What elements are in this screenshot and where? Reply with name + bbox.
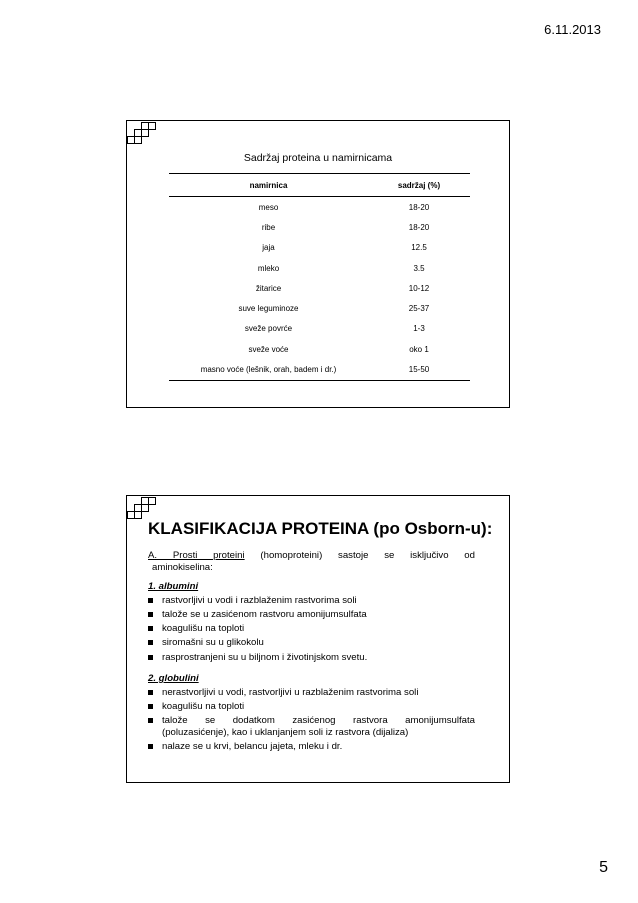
food-cell: meso [258, 202, 279, 212]
section-heading-albumini: 1. albumini [148, 581, 199, 593]
slide-protein-classification [126, 495, 510, 783]
slide-protein-content [126, 120, 510, 408]
table-title: Sadržaj proteina u namirnicama [243, 152, 393, 164]
table-row [169, 238, 470, 258]
food-cell: sveže povrće [244, 324, 293, 334]
list-item-line: (poluzasićenje), kao i uklanjanjem soli iz rastvora (dijaliza) [162, 726, 409, 738]
list-item: rastvorljivi u vodi i razblaženim rastvorima soli [148, 595, 475, 607]
list-item: koagulišu na toploti [148, 701, 475, 713]
food-cell: ribe [261, 222, 276, 232]
protein-content-table [169, 173, 470, 381]
intro-text: (homoproteini) sastoje se isključivo od [244, 550, 475, 561]
globulini-list [148, 687, 475, 753]
list-item: talože se u zasićenom rastvoru amonijumsulfata [148, 609, 475, 621]
list-item: rasprostranjeni su u biljnom i životinjskom svetu. [148, 652, 475, 664]
table-row [169, 319, 470, 339]
table-row [169, 298, 470, 318]
content-cell: 3.5 [413, 263, 425, 273]
food-cell: mleko [257, 263, 280, 273]
intro-line [148, 550, 475, 562]
table-row [169, 359, 470, 380]
page-date: 6.11.2013 [544, 22, 601, 37]
list-item: nalaze se u krvi, belancu jajeta, mleku i dr. [148, 741, 475, 753]
slide-body [148, 550, 475, 755]
list-item: nerastvorljivi u vodi, rastvorljivi u razblaženim rastvorima soli [148, 687, 475, 699]
table-header-row [169, 174, 470, 197]
food-cell: suve leguminoze [238, 304, 299, 314]
list-item: siromašni su u glikokolu [148, 637, 475, 649]
content-cell: 18-20 [408, 202, 430, 212]
intro-continuation: aminokiselina: [152, 561, 213, 573]
table-row [169, 258, 470, 278]
content-cell: 12.5 [411, 243, 427, 253]
section-heading-globulini: 2. globulini [148, 673, 199, 685]
food-cell: sveže voće [248, 344, 289, 354]
food-cell: masno voće (lešnik, orah, badem i dr.) [169, 359, 368, 380]
table-row [169, 339, 470, 359]
content-cell: 18-20 [408, 222, 430, 232]
intro-lead: A. Prosti proteini [148, 550, 245, 561]
list-item: koagulišu na toploti [148, 623, 475, 635]
content-cell: 1-3 [413, 324, 425, 334]
table-row [169, 197, 470, 218]
column-header-food: namirnica [169, 174, 368, 197]
content-cell: 25-37 [408, 304, 430, 314]
column-header-content: sadržaj (%) [368, 174, 470, 197]
list-item-line: talože se dodatkom zasićenog rastvora amonijumsulfata [162, 715, 475, 727]
page-number: 5 [599, 859, 608, 876]
table-row [169, 278, 470, 298]
food-cell: jaja [262, 243, 275, 253]
albumini-list [148, 595, 475, 663]
slide-logo-icon [127, 122, 163, 150]
food-cell: žitarice [255, 283, 282, 293]
list-item [148, 715, 475, 738]
content-cell: oko 1 [409, 344, 429, 354]
content-cell: 15-50 [368, 359, 470, 380]
slide-title: KLASIFIKACIJA PROTEINA (po Osborn-u): [148, 519, 493, 538]
content-cell: 10-12 [408, 283, 430, 293]
table-row [169, 217, 470, 237]
